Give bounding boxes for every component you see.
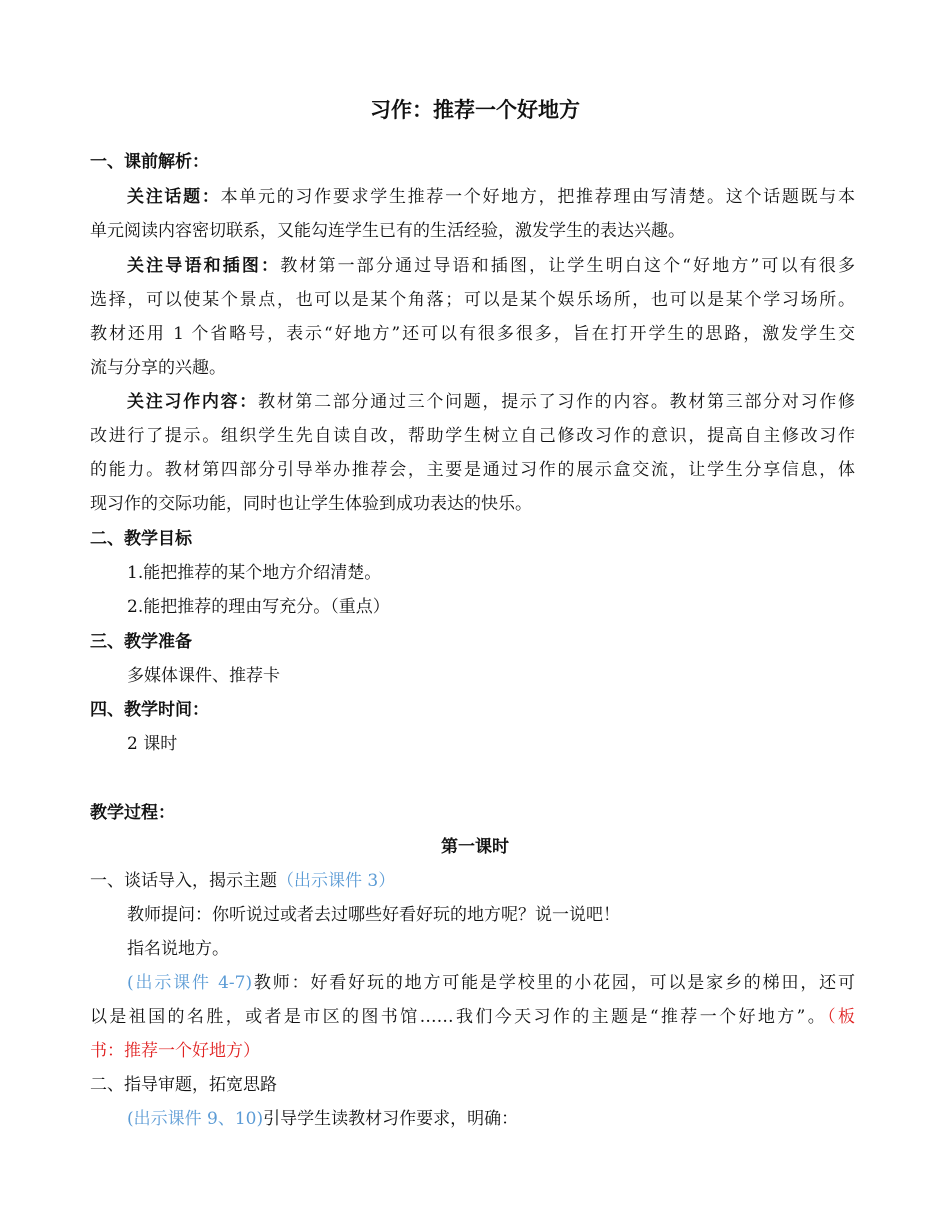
document-title: 习作：推荐一个好地方 <box>370 98 580 122</box>
process-heading: 教学过程： <box>90 803 175 823</box>
teacher-intro-line1: (出示课件 4-7)教师：好看好玩的地方可能是学校里的小花园，可以是家乡的梯田，还可 <box>127 973 856 993</box>
paragraph-guide-line2: 选择，可以使某个景点，也可以是某个角落；可以是某个娱乐场所，也可以是某个学习场所。 <box>90 290 855 310</box>
label-guide: 关注导语和插图： <box>127 256 281 276</box>
paragraph-guide-line1: 关注导语和插图：教材第一部分通过导语和插图，让学生明白这个“好地方”可以有很多 <box>127 256 855 276</box>
teacher-intro-line2: 以是祖国的名胜，或者是市区的图书馆……我们今天习作的主题是“推荐一个好地方”。（板 <box>90 1007 855 1027</box>
step-1-heading: 一、谈话导入，揭示主题（出示课件 3） <box>90 871 396 891</box>
step-2-heading: 二、指导审题，拓宽思路 <box>90 1075 277 1095</box>
goal-item-1: 1.能把推荐的某个地方介绍清楚。 <box>127 563 382 583</box>
section-heading-analysis: 一、课前解析： <box>90 152 209 172</box>
read-requirements-line: (出示课件 9、10)引导学生读教材习作要求，明确： <box>127 1109 519 1129</box>
courseware-note: (出示课件 9、10) <box>127 1109 264 1129</box>
board-note-cont: 书：推荐一个好地方） <box>90 1041 260 1061</box>
paragraph-content-line3: 的能力。教材第四部分引导举办推荐会，主要是通过习作的展示盒交流，让学生分享信息，体 <box>90 460 855 480</box>
section-heading-preparation: 三、教学准备 <box>90 632 192 652</box>
label-content: 关注习作内容： <box>127 392 258 412</box>
teacher-question: 教师提问：你听说过或者去过哪些好看好玩的地方呢？说一说吧！ <box>127 905 620 925</box>
section-heading-time: 四、教学时间： <box>90 700 209 720</box>
paragraph-guide-line3: 教材还用 1 个省略号，表示“好地方”还可以有很多很多，旨在打开学生的思路，激发学生交 <box>90 324 855 344</box>
courseware-note: (出示课件 4-7) <box>127 973 253 993</box>
paragraph-topic-line1: 关注话题：本单元的习作要求学生推荐一个好地方，把推荐理由写清楚。这个话题既与本 <box>127 187 856 207</box>
board-note: （板 <box>827 1007 855 1027</box>
paragraph-topic-line2: 单元阅读内容密切联系，又能勾连学生已有的生活经验，激发学生的表达兴趣。 <box>90 221 685 241</box>
courseware-note: （出示课件 3） <box>277 871 396 891</box>
section-heading-goals: 二、教学目标 <box>90 529 192 549</box>
name-students-line: 指名说地方。 <box>127 939 229 959</box>
preparation-text: 多媒体课件、推荐卡 <box>127 666 280 686</box>
paragraph-content-line2: 改进行了提示。组织学生先自读自改，帮助学生树立自己修改习作的意识，提高自主修改习作 <box>90 426 855 446</box>
paragraph-content-line1: 关注习作内容：教材第二部分通过三个问题，提示了习作的内容。教材第三部分对习作修 <box>127 392 856 412</box>
label-topic: 关注话题： <box>127 187 221 207</box>
paragraph-content-line4: 现习作的交际功能，同时也让学生体验到成功表达的快乐。 <box>90 494 532 514</box>
time-text: 2 课时 <box>127 734 178 754</box>
goal-item-2: 2.能把推荐的理由写充分。（重点） <box>127 597 390 617</box>
lesson-title: 第一课时 <box>441 837 509 857</box>
paragraph-guide-line4: 流与分享的兴趣。 <box>90 358 226 378</box>
